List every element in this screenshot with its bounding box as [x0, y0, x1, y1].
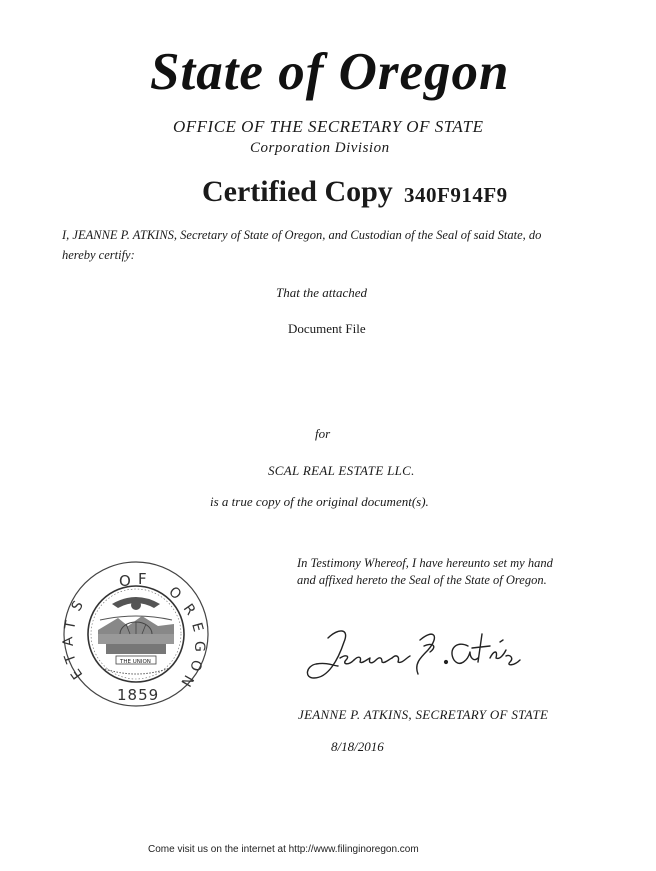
testimony-text: In Testimony Whereof, I have hereunto set my hand and affixed hereto the Seal of the State of Oregon. [297, 556, 553, 587]
office-heading: OFFICE OF THE SECRETARY OF STATE [173, 117, 484, 136]
svg-text:THE UNION: THE UNION [120, 659, 151, 665]
state-seal-icon [62, 560, 210, 708]
svg-text:A: A [60, 636, 77, 648]
svg-text:S: S [68, 598, 87, 614]
true-copy-line: is a true copy of the original document(s). [210, 494, 429, 509]
state-title: State of Oregon [150, 43, 510, 101]
svg-text:E: E [188, 620, 206, 634]
svg-text:O: O [165, 583, 185, 604]
svg-text:T: T [61, 651, 80, 666]
svg-text:T: T [62, 619, 80, 631]
seal-text-f: F [138, 570, 147, 588]
seal-year: 1859 [117, 686, 160, 704]
certified-copy-title: Certified Copy [202, 175, 393, 208]
certification-date: 8/18/2016 [331, 739, 384, 754]
signature-icon [300, 620, 525, 700]
certificate-number: 340F914F9 [404, 183, 508, 207]
entity-name: SCAL REAL ESTATE LLC. [268, 463, 415, 478]
svg-text:N: N [177, 672, 197, 690]
attached-line: That the attached [276, 285, 367, 300]
svg-text:O: O [186, 657, 205, 673]
division-heading: Corporation Division [250, 140, 390, 156]
for-line: for [315, 426, 331, 441]
signer-line: JEANNE P. ATKINS, SECRETARY OF STATE [298, 707, 549, 722]
svg-text:R: R [179, 601, 199, 619]
document-type: Document File [288, 321, 366, 336]
seal-text-o: O [119, 572, 131, 590]
svg-text:E: E [68, 665, 87, 682]
footer-text: Come visit us on the internet at http://www.filinginoregon.com [148, 844, 419, 855]
certify-statement: I, JEANNE P. ATKINS, Secretary of State of Oregon, and Custodian of the Seal of said State, do hereby certify: [62, 228, 542, 262]
svg-text:G: G [191, 641, 207, 652]
